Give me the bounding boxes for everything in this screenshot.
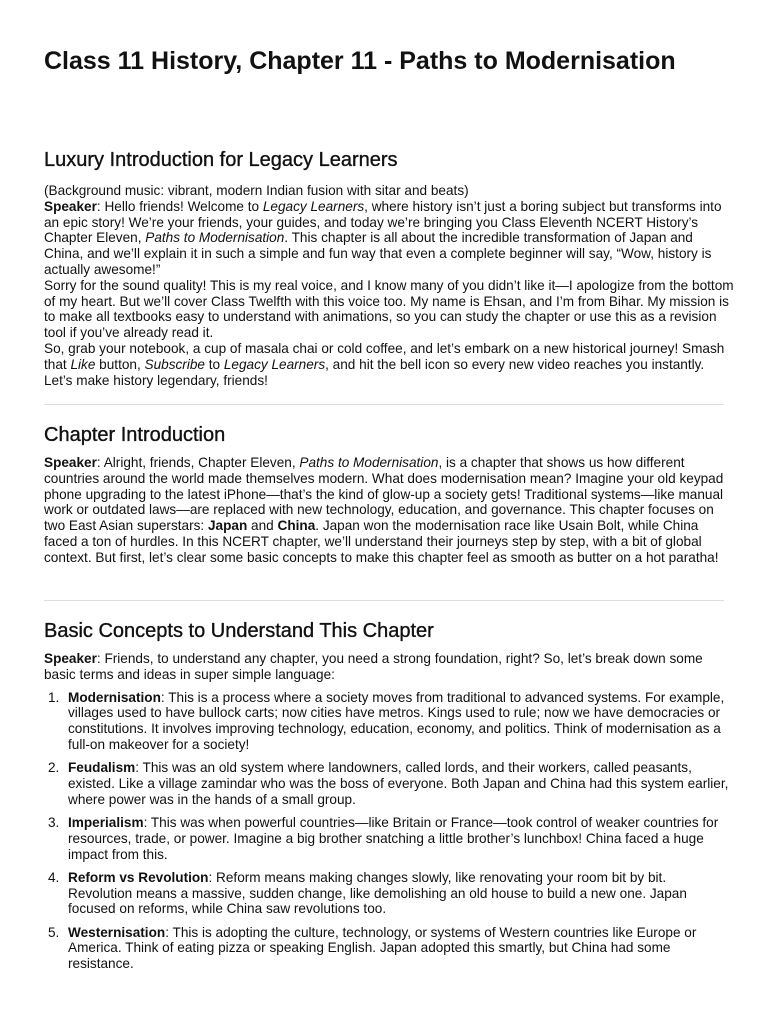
concept-term: Modernisation [68, 689, 161, 705]
text-run: : Alright, friends, Chapter Eleven, [96, 455, 300, 470]
list-item [44, 815, 734, 862]
list-item [44, 925, 734, 972]
emphasis-text: Paths to Modernisation [299, 455, 439, 470]
list-number: 3. [48, 814, 60, 830]
text-run: and [247, 518, 278, 534]
concept-text: : This was when powerful countries—like Britain or France—took control of weaker countries for resources, trade, or power. Imagine a big brother snatching a little brother’s lunchbox! China faced a huge impact from this. [68, 814, 719, 862]
section-heading: Luxury Introduction for Legacy Learners [44, 149, 398, 171]
intro-paragraph-1 [44, 199, 734, 278]
bold-text: Japan [207, 518, 248, 534]
concept-term: Feudalism [68, 760, 136, 776]
concept-list [44, 690, 734, 972]
text-run: , and hit the bell icon so every new video reaches you instantly. Let’s make history legendary, friends! [44, 356, 705, 388]
emphasis-text: Paths to Modernisation [145, 230, 285, 246]
chapter-intro-paragraph [44, 455, 734, 566]
text-run: : Hello friends! Welcome to [96, 198, 263, 214]
intro-paragraph-2: Sorry for the sound quality! This is my real voice, and I know many of you didn’t like it—I apologize from the bottom of my heart. But we’ll cover Class Twelfth with this voice too. My name is Ehsan, and I’m from Bihar. My mission is to make all textbooks easy to understand with animations, so you can study the chapter or use this as a revision tool if you’ve already read it. [44, 277, 734, 341]
concept-term: Westernisation [68, 924, 166, 940]
text-run: , is a chapter that shows us how different countries around the world made themselves modern. What does modernisation mean? Imagine your old keypad phone upgrading to the latest iPhone—that’s the kind of glow-up a society gets! Traditional systems—like manual work or outdated laws—are replaced with new technology, education, and governance. This chapter focuses on two East Asian superstars: [44, 455, 724, 534]
bold-text: China [277, 518, 316, 534]
speaker-label: Speaker [44, 651, 97, 666]
concept-text: : This is a process where a society moves from traditional to advanced systems. For example, villages used to have bullock carts; now cities have metros. Kings used to rule; now we have democracies or constitutions. It involves improving technology, education, economy, and politics. Think of modernisation as a full-on makeover for a society! [68, 689, 725, 752]
section-basic-concepts [44, 619, 734, 979]
page-title: Class 11 History, Chapter 11 - Paths to Modernisation [44, 47, 676, 75]
text-run: So, grab your notebook, a cup of masala chai or cold coffee, and let’s embark on a new historical journey! Smash that [44, 340, 725, 372]
text-run: , where history isn’t just a boring subject but transforms into an epic story! We’re your friends, your guides, and today we’re bringing you Class Eleventh NCERT History’s Chapter Eleven, [44, 198, 722, 246]
text-run: . Japan won the modernisation race like Usain Bolt, while China faced a ton of hurdles. In this NCERT chapter, we’ll understand their journeys step by step, with a bit of global context. But first, let’s clear some basic concepts to make this chapter feel as smooth as butter on a hot paratha! [44, 518, 719, 565]
list-item [44, 690, 734, 753]
concept-term: Reform vs Revolution [68, 869, 209, 885]
emphasis-text: Legacy Learners [223, 356, 326, 372]
list-number: 4. [48, 869, 60, 885]
speaker-label: Speaker [44, 455, 97, 470]
emphasis-text: Legacy Learners [262, 198, 365, 214]
intro-paragraph-3 [44, 341, 734, 388]
section-heading: Basic Concepts to Understand This Chapter [44, 620, 434, 642]
text-run: to [204, 356, 224, 372]
text-run: . This chapter is all about the incredible transformation of Japan and China, and we’ll explain it in such a simple and fun way that even a complete beginner will say, “Wow, history is actually awesome!” [44, 230, 712, 277]
list-item [44, 760, 734, 807]
concept-term: Imperialism [68, 814, 144, 830]
concept-text: : Reform means making changes slowly, like renovating your room bit by bit. Revolution means a massive, sudden change, like demolishing an old house to build a new one. Japan focused on reforms, while China saw revolutions too. [68, 869, 687, 917]
concept-text: : This was an old system where landowners, called lords, and their workers, called peasants, existed. Like a village zamindar who was the boss of everyone. Both Japan and China had this system earlier, where power was in the hands of a small group. [68, 760, 729, 807]
emphasis-text: Subscribe [144, 356, 205, 372]
section-heading: Chapter Introduction [44, 424, 226, 446]
section-divider [44, 404, 724, 405]
background-music-note: (Background music: vibrant, modern Indian fusion with sitar and beats) [44, 183, 469, 198]
concept-text: : This is adopting the culture, technology, or systems of Western countries like Europe or America. Think of eating pizza or speaking English. Japan adopted this smartly, but China had some resistance. [68, 924, 697, 972]
speaker-label: Speaker [44, 198, 97, 214]
list-number: 1. [48, 689, 60, 705]
section-chapter-introduction [44, 423, 734, 566]
emphasis-text: Like [70, 356, 96, 372]
text-run: : Friends, to understand any chapter, you need a strong foundation, right? So, let’s break down some basic terms and ideas in super simple language: [44, 651, 703, 682]
list-item [44, 870, 734, 917]
text-run: button, [95, 356, 145, 372]
list-number: 5. [48, 924, 60, 940]
basic-concepts-intro [44, 651, 734, 683]
section-luxury-introduction [44, 148, 734, 388]
section-divider [44, 600, 724, 601]
list-number: 2. [48, 760, 60, 776]
